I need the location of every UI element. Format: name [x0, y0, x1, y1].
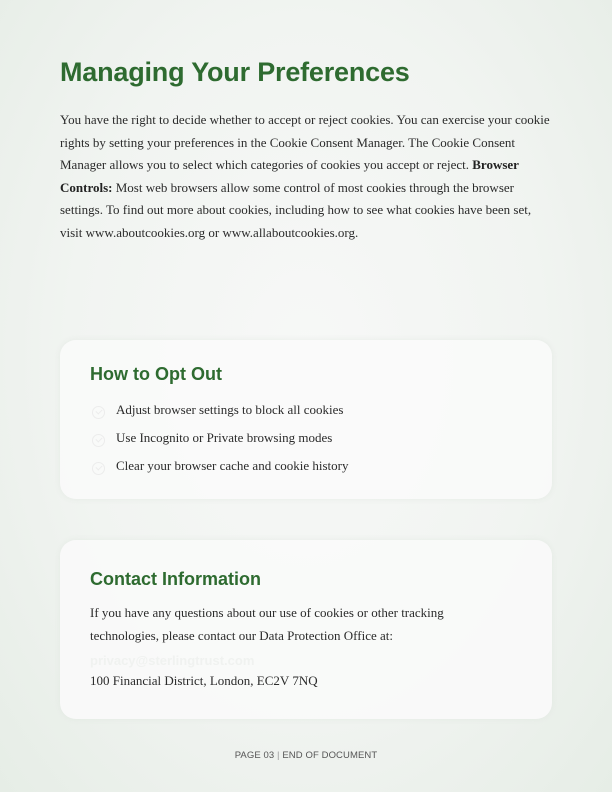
contact-text: If you have any questions about our use of cookies or other tracking technologies, please contact our Data Protection Office at: — [90, 605, 444, 643]
browser-controls-label: Browser Controls: — [60, 157, 519, 195]
check-circle-icon — [92, 406, 105, 419]
opt-out-card — [60, 340, 552, 499]
contact-card — [60, 540, 552, 719]
footer-separator: | — [277, 750, 280, 761]
page-title: Managing Your Preferences — [60, 57, 410, 87]
opt-out-heading: How to Opt Out — [90, 364, 222, 384]
contact-heading: Contact Information — [90, 569, 261, 589]
footer-page-label: PAGE 03 — [234, 750, 275, 761]
intro-paragraph — [60, 109, 552, 244]
list-item-label: Use Incognito or Private browsing modes — [116, 430, 333, 445]
page-footer — [0, 750, 612, 761]
check-circle-icon — [92, 434, 105, 447]
contact-email-link[interactable]: privacy@sterlingtrust.com — [90, 653, 255, 668]
list-item-label: Clear your browser cache and cookie history — [116, 458, 349, 473]
list-item — [90, 424, 348, 452]
list-item — [90, 452, 348, 480]
list-item — [90, 396, 348, 424]
browser-controls-text: Most web browsers allow some control of most cookies through the browser settings. To find out more about cookies, including how to see what cookies have been set, visit www.aboutcookies.org or www.allaboutcookies.org. — [60, 179, 532, 240]
opt-out-list — [90, 396, 348, 480]
intro-text: You have the right to decide whether to accept or reject cookies. You can exercise your cookie rights by setting your preferences in the Cookie Consent Manager. The Cookie Consent Manager allows you to select which categories of cookies you accept or reject. — [60, 112, 550, 172]
contact-address: 100 Financial District, London, EC2V 7NQ — [90, 673, 318, 688]
check-circle-icon — [92, 462, 105, 475]
list-item-label: Adjust browser settings to block all cookies — [116, 402, 344, 417]
footer-end-label: END OF DOCUMENT — [282, 750, 378, 761]
